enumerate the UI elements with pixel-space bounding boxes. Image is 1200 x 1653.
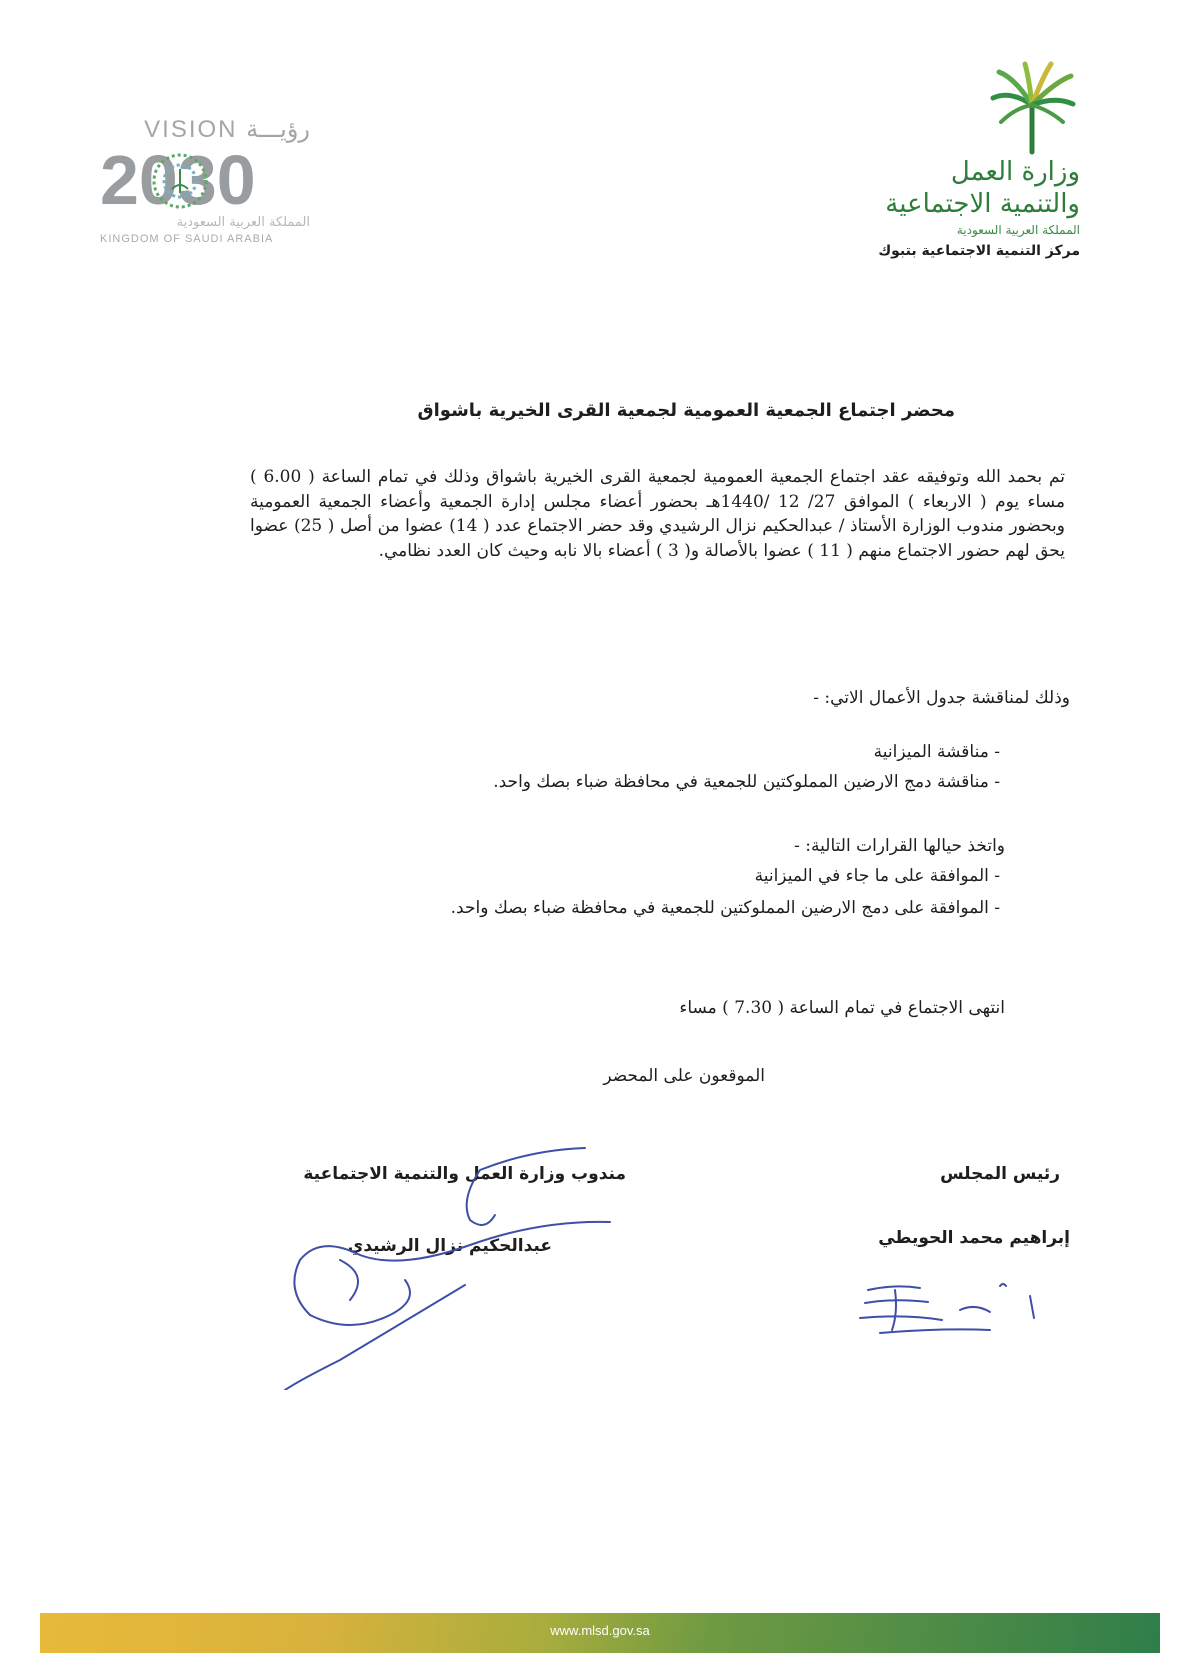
decision-item: - الموافقة على ما جاء في الميزانية (754, 866, 1000, 886)
intro-paragraph: تم بحمد الله وتوفيقه عقد اجتماع الجمعية العمومية لجمعية القرى الخيرية باشواق وذلك في تمام الساعة ( 6.00 ) مساء يوم ( الاربعاء ) الموافق 27/ 12 /1440هـ بحضور أعضاء مجلس إدارة الجمعية وأعضاء الجمعية العمومية وبحضور مندوب الوزارة الأستاذ / عبدالحكيم نزال الرشيدي وقد حضر الاجتماع عدد ( 14) عضوا من أصل ( 25) عضوا يحق لهم حضور الاجتماع منهم ( 11 ) عضوا بالأصالة و( 3 ) أعضاء بالا نابه وحيث كان العدد نظامي. (250, 467, 1066, 561)
signatories-heading: الموقعون على المحضر (603, 1066, 765, 1086)
agenda-heading: وذلك لمناقشة جدول الأعمال الاتي: - (813, 688, 1070, 708)
palm-tree-icon (985, 60, 1080, 155)
ministry-name-line1: وزارة العمل (950, 157, 1080, 187)
representative-title: مندوب وزارة العمل والتنمية الاجتماعية (303, 1164, 626, 1184)
ministry-logo (840, 60, 1080, 275)
agenda-item: - مناقشة دمج الارضين المملوكتين للجمعية في محافظة ضباء بصك واحد. (493, 772, 1000, 792)
representative-signature (280, 1140, 620, 1390)
document-title: محضر اجتماع الجمعية العمومية لجمعية القرى الخيرية باشواق (417, 400, 955, 421)
decision-item: - الموافقة على دمج الارضين المملوكتين للجمعية في محافظة ضباء بصك واحد. (450, 898, 1000, 918)
chairman-signature (850, 1268, 1050, 1348)
vision-title: VISION رؤيـــة (144, 116, 310, 143)
representative-name: عبدالحكيم نزال الرشيدي (347, 1236, 552, 1256)
chairman-name: إبراهيم محمد الحويطي (878, 1228, 1070, 1248)
footer-url: www.mlsd.gov.sa (550, 1623, 650, 1638)
vision-emblem-icon (150, 151, 210, 211)
vision-english-subtitle: KINGDOM OF SAUDI ARABIA (100, 233, 274, 245)
vision-year: 2030 (100, 141, 256, 219)
center-name: مركز التنمية الاجتماعية بتبوك (878, 243, 1080, 259)
vision-arabic-subtitle: المملكة العربية السعودية (176, 215, 310, 230)
meeting-end-time: انتهى الاجتماع في تمام الساعة ( 7.30 ) مساء (679, 998, 1005, 1018)
decisions-heading: واتخذ حيالها القرارات التالية: - (794, 836, 1005, 856)
ministry-name-line2: والتنمية الاجتماعية (885, 189, 1080, 219)
chairman-title: رئيس المجلس (940, 1164, 1060, 1184)
agenda-item: - مناقشة الميزانية (873, 742, 1000, 762)
ministry-country: المملكة العربية السعودية (956, 223, 1080, 237)
footer-bar (40, 1613, 1160, 1653)
vision-2030-logo (100, 115, 310, 255)
